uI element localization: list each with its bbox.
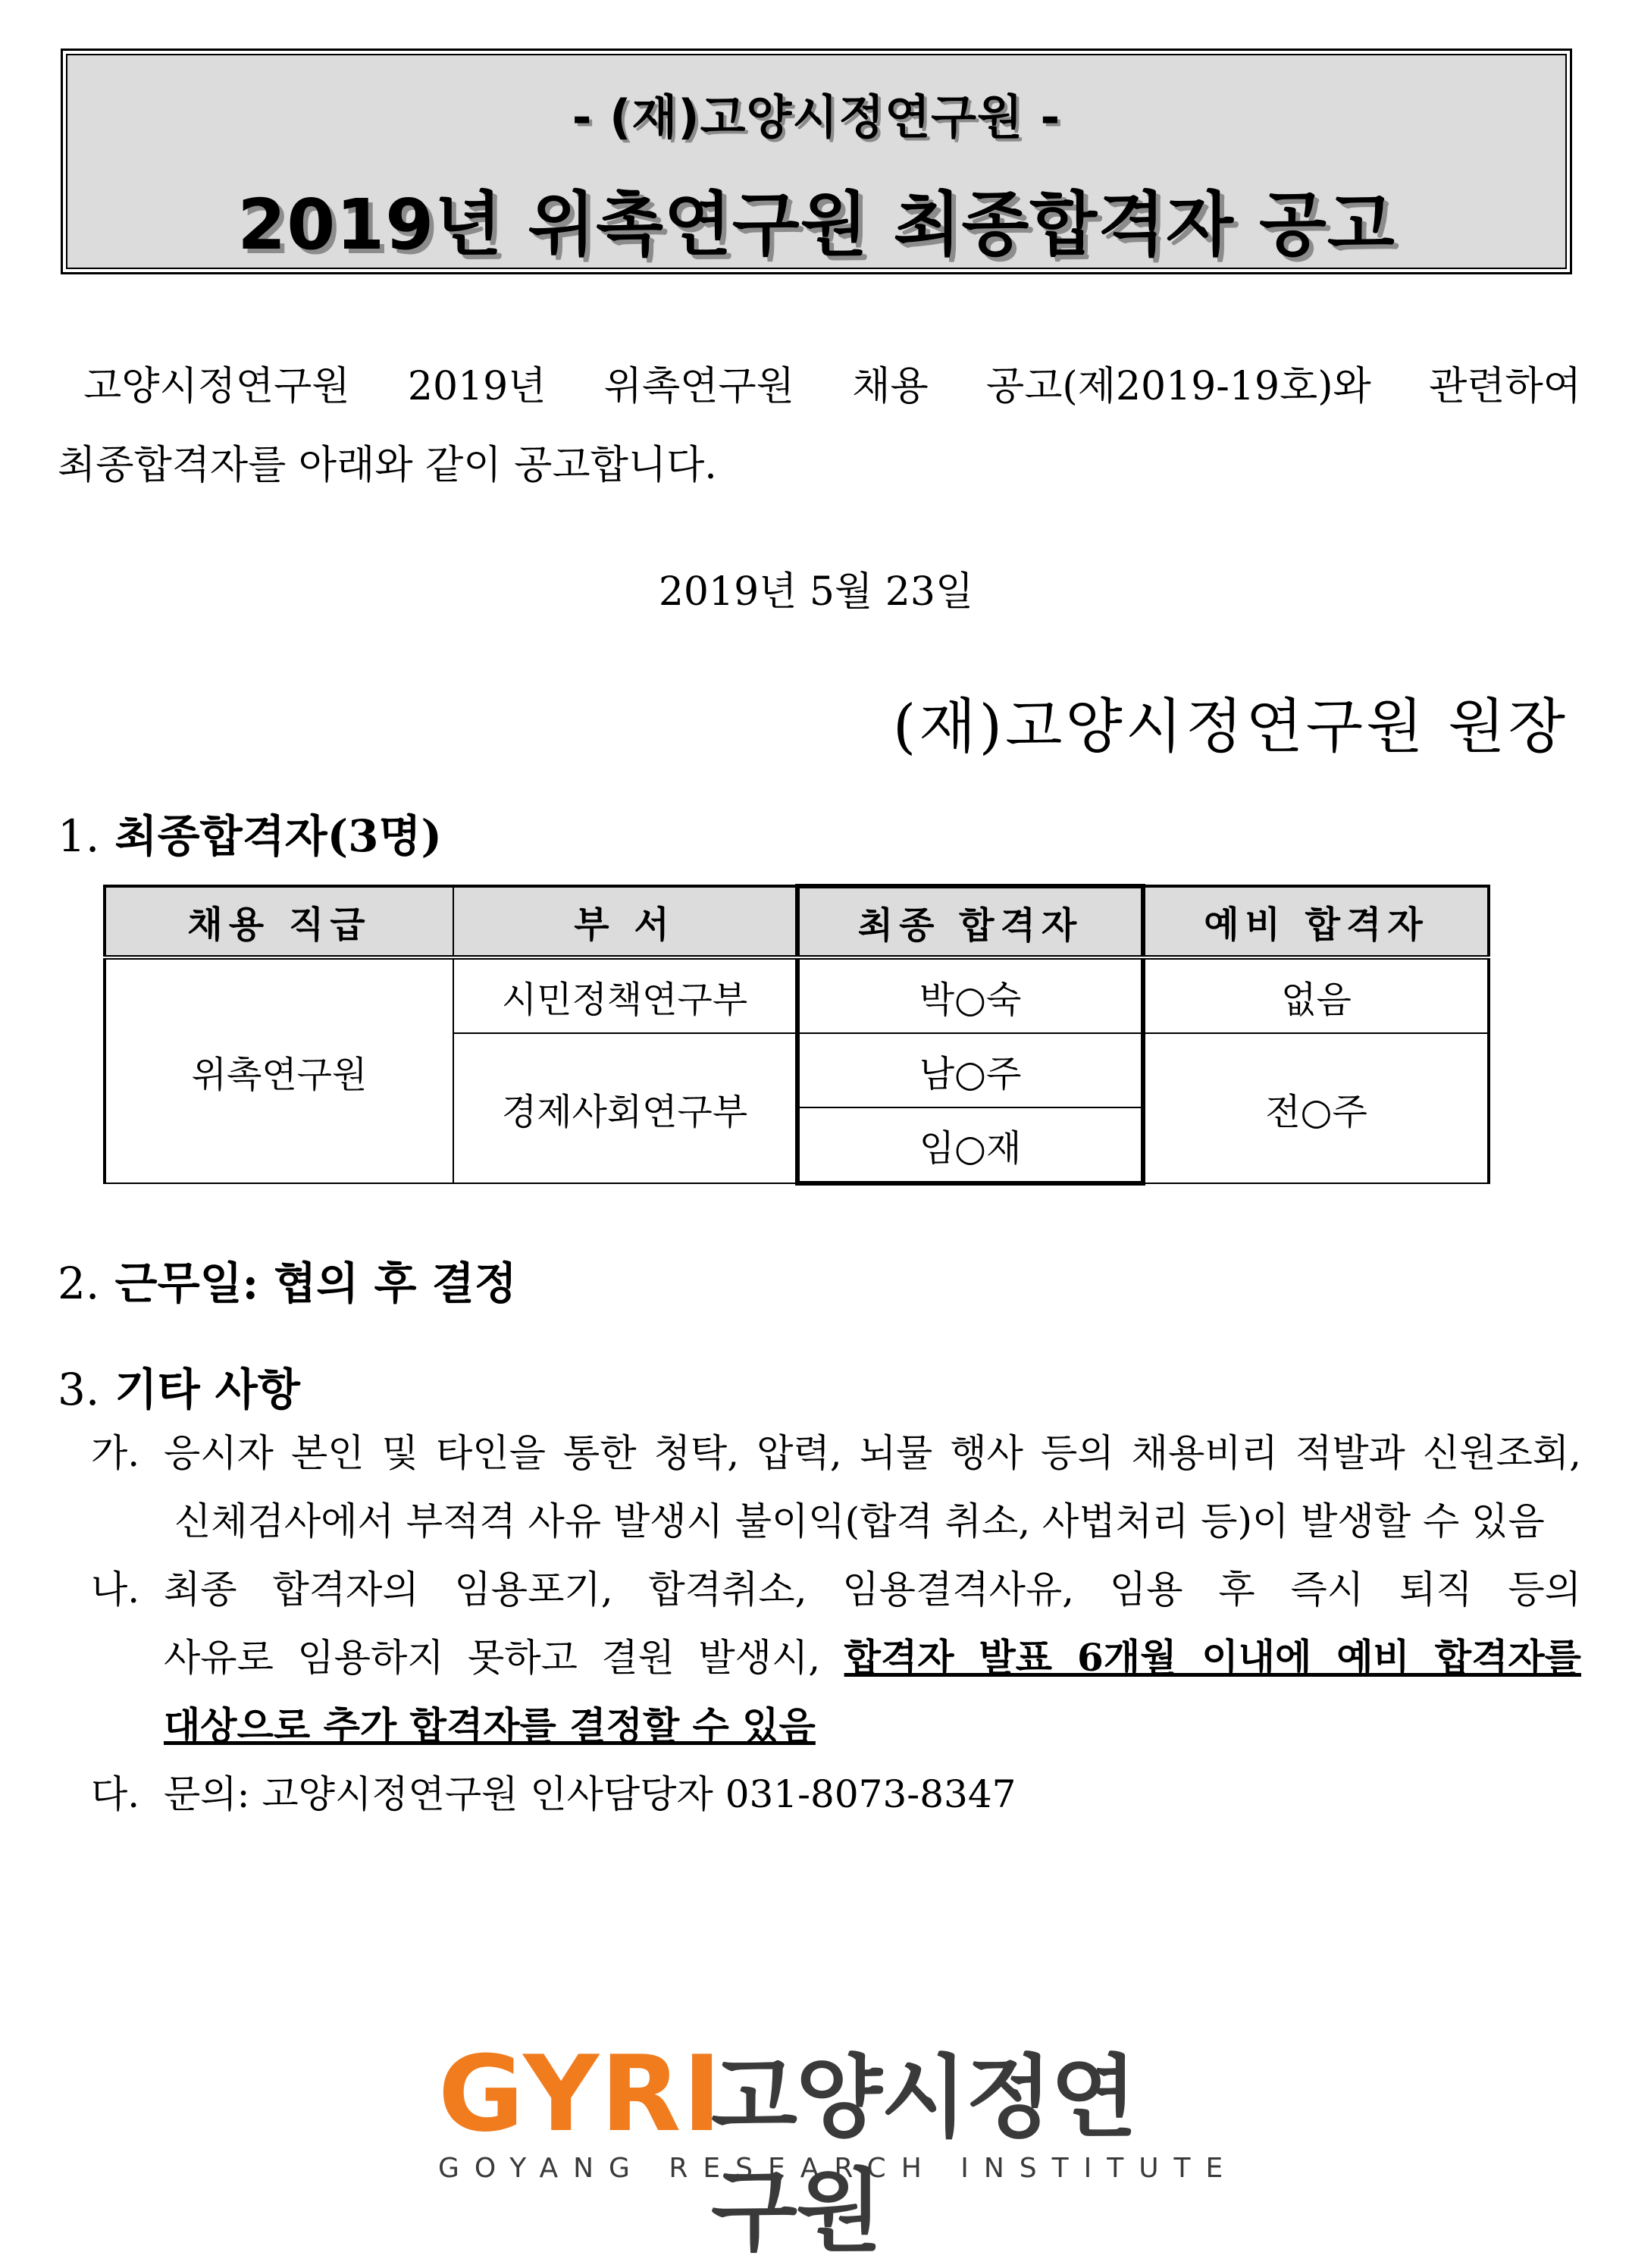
intro-word: 채용	[852, 364, 929, 409]
note-ga	[91, 1419, 1581, 1555]
signature: (재)고양시정연구원 원장	[892, 693, 1568, 761]
cell-dept-economic: 경제사회연구부	[453, 1033, 797, 1183]
cell-dept-civic: 시민정책연구부	[453, 957, 797, 1033]
title-box	[61, 49, 1572, 274]
intro-line-2: 최종합격자를 아래와 같이 공고합니다.	[58, 443, 717, 488]
cell-finalist: 임○재	[797, 1107, 1143, 1183]
logo-name-korean: 고양시정연구원	[711, 2045, 1136, 2263]
section-3-number: 3.	[58, 1364, 100, 1415]
logo-mark: GYRI	[438, 2033, 723, 2155]
note-na-line-2-plain: 사유로 임용하지 못하고 결원 발생시,	[164, 1636, 844, 1680]
section-1-title: 최종합격자(3명)	[114, 810, 442, 862]
intro-word: 공고(제2019-19호)와	[985, 364, 1371, 409]
note-na-line-2	[164, 1624, 1581, 1692]
intro-line-1	[58, 347, 1581, 426]
cell-finalist: 남○주	[797, 1033, 1143, 1107]
announcement-date: 2019년 5월 23일	[658, 569, 974, 615]
notes-list	[91, 1419, 1581, 1828]
header-reserve: 예비 합격자	[1143, 886, 1489, 957]
finalists-table	[103, 884, 1490, 1186]
section-2-title: 근무일: 협의 후 결정	[114, 1258, 517, 1309]
section-1-number: 1.	[58, 810, 100, 862]
intro-word: 고양시정연구원	[83, 364, 350, 409]
header-department: 부 서	[453, 886, 797, 957]
section-1-heading	[58, 800, 442, 864]
note-na-line-2-emphasis: 합격자 발표 6개월 이내에 예비 합격자를	[844, 1635, 1581, 1680]
page-title: 2019년 위촉연구원 최종합격자 공고	[237, 184, 1396, 265]
header-position: 채용 직급	[105, 886, 453, 957]
intro-word: 위촉연구원	[603, 364, 794, 409]
note-da-marker: 다.	[91, 1772, 140, 1816]
note-ga-line-2: 신체검사에서 부적격 사유 발생시 불이익(합격 취소, 사법처리 등)이 발생할 수 있음	[174, 1499, 1545, 1543]
intro-word: 2019년	[407, 364, 547, 409]
note-na-marker: 나.	[91, 1568, 140, 1612]
note-da	[91, 1760, 1581, 1828]
section-2-number: 2.	[58, 1258, 100, 1309]
logo-name-english: GOYANG RESEARCH INSTITUTE	[438, 2153, 1239, 2184]
section-2-heading	[58, 1248, 517, 1311]
note-ga-line-1: 응시자 본인 및 타인을 통한 청탁, 압력, 뇌물 행사 등의 채용비리 적발과 신원조회,	[164, 1431, 1581, 1475]
note-na-line-1: 최종 합격자의 임용포기, 합격취소, 임용결격사유, 임용 후 즉시 퇴직 등의	[164, 1568, 1581, 1612]
cell-reserve: 전○주	[1143, 1033, 1489, 1183]
title-panel	[66, 54, 1567, 269]
cell-finalist: 박○숙	[797, 957, 1143, 1033]
intro-word: 관련하여	[1429, 364, 1581, 409]
note-ga-marker: 가.	[91, 1431, 140, 1475]
institute-logo	[438, 2033, 1239, 2263]
note-da-text: 문의: 고양시정연구원 인사담당자 031-8073-8347	[164, 1772, 1016, 1816]
cell-position: 위촉연구원	[105, 957, 453, 1183]
intro-paragraph	[58, 347, 1581, 505]
note-na	[91, 1555, 1581, 1760]
section-3-heading	[58, 1354, 300, 1418]
section-3-title: 기타 사항	[114, 1364, 300, 1415]
cell-reserve: 없음	[1143, 957, 1489, 1033]
header-final: 최종 합격자	[797, 886, 1143, 957]
title-subtitle: - (재)고양시정연구원 -	[572, 89, 1061, 145]
note-na-line-3-emphasis: 대상으로 추가 합격자를 결정할 수 있음	[164, 1703, 816, 1748]
